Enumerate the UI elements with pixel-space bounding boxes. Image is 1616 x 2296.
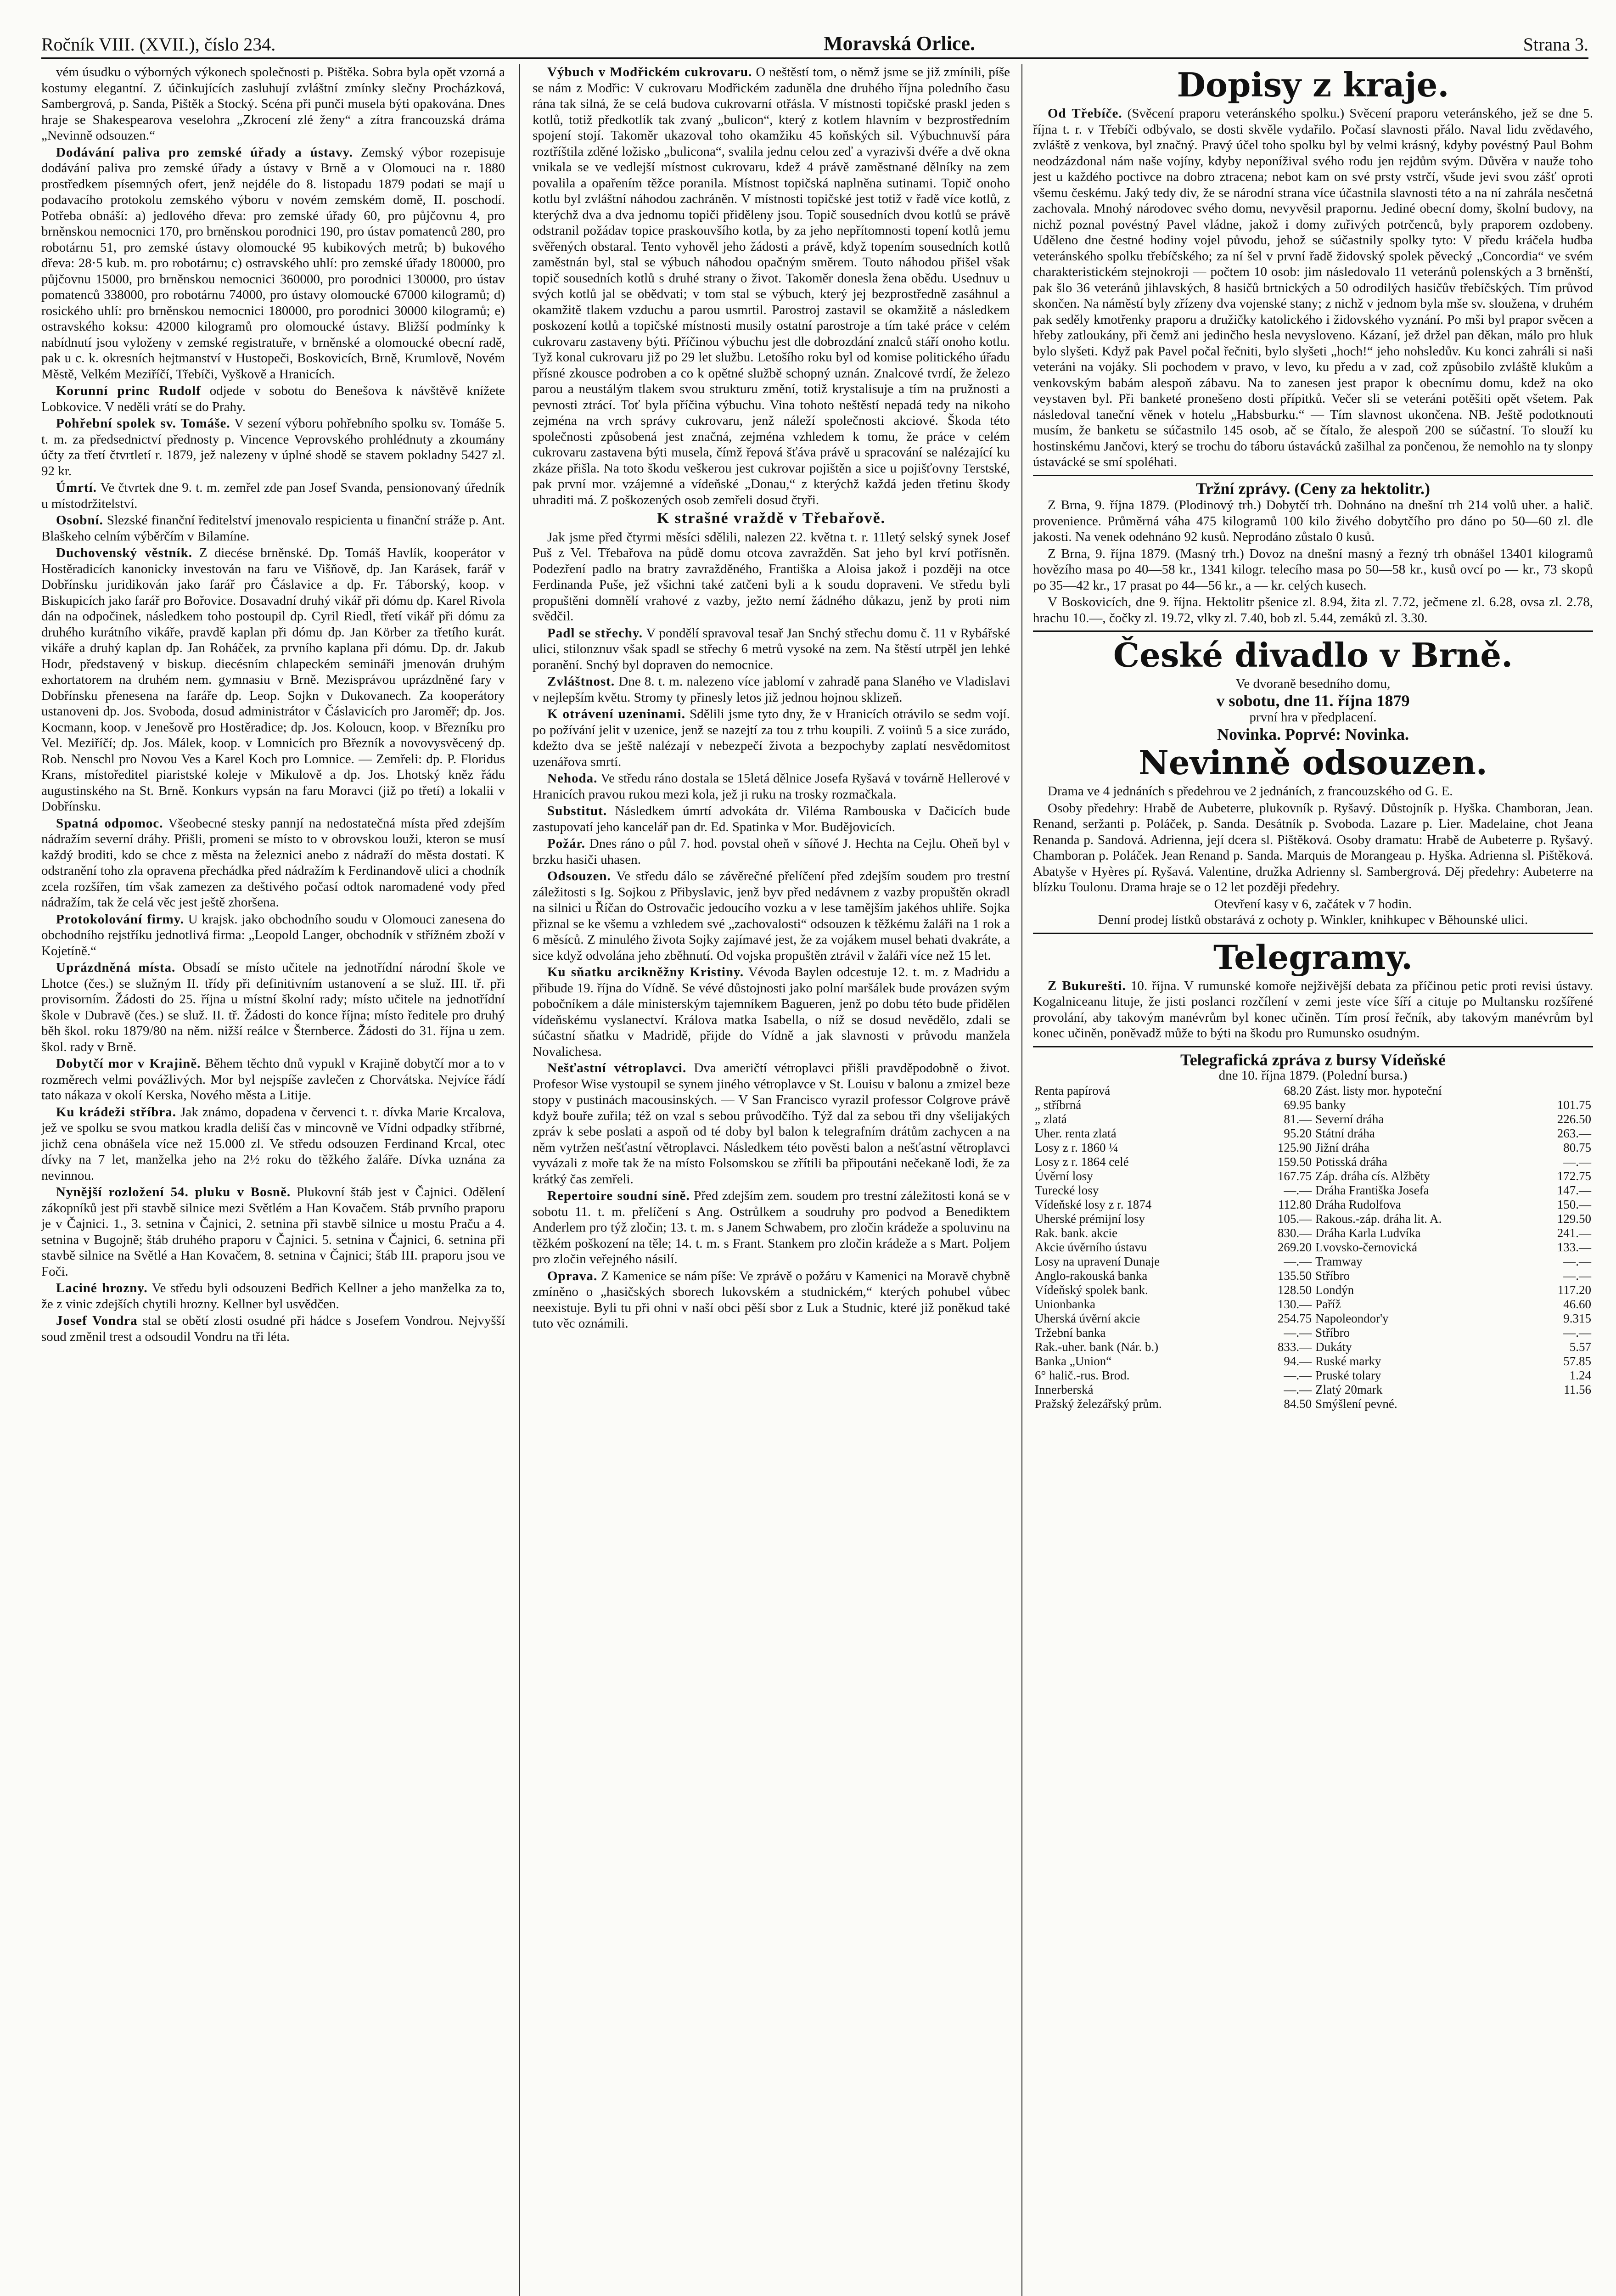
bourse-label: Stříbro xyxy=(1315,1325,1350,1339)
bourse-label: banky xyxy=(1315,1097,1346,1112)
article-text: Dva američtí vétroplavci přišli pravděpodobně o život. Profesor Wise vystoupil se synem jiného vétroplavce v St. Louisu v balonu a zmizel beze stopy v pustinách macousinských. — V San Francisco vyrazil professor Colgrove právě když bouře zuřila; též on vzal s sebou průvodčího. Týž dal za sebou tři dny všelijakých zpráv k sebe poslati a aspoň od té doby byl balon k telegrafním drátům zachycen a na něm vytržen nešťastní větroplavci. Následkem této pověsti balon a nešťastní větroplavci vyvázali z moře tak že na místo Folsomskou se zřítili ba připoutáni nečekaně lodi, že za krátký čas zemřeli. xyxy=(533,1061,1010,1187)
article-heading: Pohřební spolek sv. Tomáše. xyxy=(56,416,230,431)
article-text: Ve čtvrtek dne 9. t. m. zemřel zde pan Josef Svanda, pensionovaný úředník u místodržitelství. xyxy=(41,480,505,511)
article-paragraph xyxy=(41,416,505,479)
article-heading: Výbuch v Modřickém cukrovaru. xyxy=(547,65,752,79)
column-3 xyxy=(1033,64,1593,2296)
bourse-value: —.— xyxy=(1284,1254,1312,1268)
bourse-label: Tramway xyxy=(1315,1254,1363,1268)
bourse-row xyxy=(1033,1240,1593,1255)
bourse-value: 69.95 xyxy=(1284,1097,1312,1112)
centered-line: Ve dvoraně besedního domu, xyxy=(1235,676,1391,691)
bourse-row xyxy=(1033,1183,1593,1198)
article-paragraph xyxy=(41,545,505,815)
article-paragraph xyxy=(1033,546,1593,594)
section-subtitle: Tržní zprávy. (Ceny za hektolitr.) xyxy=(1196,479,1430,498)
bourse-row xyxy=(1033,1198,1593,1212)
article-text: Dnes ráno o půl 7. hod. povstal oheň v síňové J. Hechta na Cejlu. Oheň byl v brzku hasiči uhasen. xyxy=(533,836,1010,867)
article-heading: Z Bukurešti. xyxy=(1048,978,1126,993)
article-paragraph xyxy=(533,625,1010,673)
bourse-label: Dráha Františka Josefa xyxy=(1315,1183,1429,1197)
bourse-value: 833.— xyxy=(1277,1339,1312,1354)
bourse-label: Ruské marky xyxy=(1315,1354,1381,1368)
bourse-value: —.— xyxy=(1563,1254,1591,1268)
bourse-value: 135.50 xyxy=(1277,1268,1312,1283)
article-text: V Boskovicích, dne 9. října. Hektolitr pšenice zl. 8.94, žita zl. 7.72, ječmene zl. 6.28, ovsa zl. 2.78, hrachu 10.—, čočky zl. 19.72, vlky zl. 7.40, bob zl. 5.44, zemáků zl. 3.30. xyxy=(1033,595,1593,625)
bourse-value: 226.50 xyxy=(1557,1112,1591,1126)
section-title: České divadlo v Brně. xyxy=(1113,636,1513,675)
bourse-value: 269.20 xyxy=(1277,1240,1312,1254)
bourse-row xyxy=(1033,1141,1593,1155)
bourse-label: Rakous.-záp. dráha lit. A. xyxy=(1315,1211,1442,1226)
bourse-label: Lvovsko-černovická xyxy=(1315,1240,1418,1254)
bourse-label: Pruské tolary xyxy=(1315,1368,1381,1382)
bourse-label: Jižní dráha xyxy=(1315,1140,1369,1154)
centered-line: Otevření kasy v 6, začátek v 7 hodin. xyxy=(1214,896,1412,912)
bourse-label: Uherské prémijní losy xyxy=(1035,1211,1145,1226)
section-divider xyxy=(1033,1046,1593,1047)
bourse-value: —.— xyxy=(1284,1382,1312,1396)
article-heading: Duchovenský věstník. xyxy=(56,546,192,560)
article-text: U krajsk. jako obchodního soudu v Olomouci zanesena do obchodního rejstříku jednotlivá firma: „Leopold Langer, obchodník v střížném zboží v Kojetíně.“ xyxy=(41,912,505,958)
bourse-value xyxy=(1530,1084,1593,1098)
bourse-label: Losy z r. 1864 celé xyxy=(1035,1154,1129,1169)
bourse-value: 11.56 xyxy=(1564,1382,1591,1396)
bourse-row xyxy=(1033,1112,1593,1126)
bourse-row xyxy=(1033,1098,1593,1112)
bourse-value: 830.— xyxy=(1277,1226,1312,1240)
bourse-row xyxy=(1033,1311,1593,1326)
bourse-row xyxy=(1033,1297,1593,1311)
bourse-value: 95.20 xyxy=(1284,1126,1312,1140)
article-paragraph xyxy=(1033,106,1593,470)
bourse-label: Dráha Rudolfova xyxy=(1315,1197,1401,1211)
bourse-label: „ stříbrná xyxy=(1035,1097,1082,1112)
article-paragraph xyxy=(533,868,1010,963)
article-paragraph xyxy=(533,674,1010,705)
article-text: Sdělili jsme tyto dny, že v Hranicích otrávilo se sedm vojí. po požívání jelit v uzenice, jenž se nazejtí za tou z trhu koupili. Z voiinů 5 a sice zurádo, kdežto dva se ještě nalézají v nebezpečí života a bezpochyby zaplatí nesvědomitost uzenářova smrtí. xyxy=(533,707,1010,769)
bourse-value: 112.80 xyxy=(1278,1197,1312,1211)
bourse-value: 150.— xyxy=(1557,1197,1591,1211)
bourse-value: —.— xyxy=(1284,1183,1312,1197)
article-paragraph xyxy=(41,512,505,544)
bourse-value: 80.75 xyxy=(1563,1140,1591,1154)
bourse-value: —.— xyxy=(1563,1325,1591,1339)
bourse-row xyxy=(1033,1397,1593,1411)
bourse-row xyxy=(1033,1155,1593,1169)
bourse-row xyxy=(1033,1269,1593,1283)
article-text: odjede v sobotu do Benešova k návštěvě knížete Lobkovice. V neděli vrátí se do Prahy. xyxy=(41,383,505,414)
bourse-value: 68.20 xyxy=(1284,1083,1312,1097)
centered-line: Denní prodej lístků obstarává z ochoty p. Winkler, knihkupec v Běhounské ulici. xyxy=(1098,912,1528,927)
bourse-label: Severní dráha xyxy=(1315,1112,1384,1126)
bourse-value: 117.20 xyxy=(1557,1283,1591,1297)
bourse-label: Záp. dráha cís. Alžběty xyxy=(1315,1169,1430,1183)
bourse-label: Uherská úvěrní akcie xyxy=(1035,1311,1140,1325)
bourse-value: —.— xyxy=(1284,1368,1312,1382)
article-paragraph xyxy=(41,816,505,911)
bourse-value: 147.— xyxy=(1557,1183,1591,1197)
bourse-value: 81.— xyxy=(1284,1112,1312,1126)
article-heading: Požár. xyxy=(547,836,586,851)
article-paragraph xyxy=(533,1060,1010,1187)
column-divider xyxy=(1021,64,1022,2296)
article-heading: Nešťastní vétroplavci. xyxy=(547,1061,687,1075)
article-heading: Substitut. xyxy=(547,804,607,818)
bourse-label: Dráha Karla Ludvíka xyxy=(1315,1226,1421,1240)
article-heading: Osobní. xyxy=(56,513,103,528)
section-subtitle: v sobotu, dne 11. října 1879 xyxy=(1216,691,1410,710)
bourse-value: 129.50 xyxy=(1557,1211,1591,1226)
article-heading: Dobytčí mor v Krajině. xyxy=(56,1056,201,1071)
bourse-table xyxy=(1033,1084,1593,1411)
bourse-label: Zlatý 20mark xyxy=(1315,1382,1383,1396)
bourse-label: Vídeňské losy z r. 1874 xyxy=(1035,1197,1152,1211)
bourse-label: Tržební banka xyxy=(1035,1325,1106,1339)
centered-line: první hra v předplacení. xyxy=(1249,710,1377,725)
issue-info: Ročník VIII. (XVII.), číslo 234. xyxy=(41,34,276,55)
article-paragraph xyxy=(533,1268,1010,1332)
article-heading: Ku krádeži stříbra. xyxy=(56,1104,176,1120)
article-text: O neštěstí tom, o němž jsme se již zmínili, píše se nám z Modřic: V cukrovaru Modřickém zaduněla dne druhého října poledního času rána tak silná, že se celá budova cukrovarní otřásla. V místnosti topičské praskl jeden s kotlů, totiž předkotlík tak zvaný „bulicon“, který z kotlem hlavním v bezprostředním spojení stojí. Takoměr ukazoval toho okamžiku 45 koňských sil. Výbuchnuvší pára roztříštila zděné ložisko „bulicona“, svalila jednu celou zeď a vyrazivši dvéře a dvě okna vnikala se ve vedlejší místnost cukrovaru, kdež 4 právě zaměstnané dělníky na zem povalila a opařením těžce poranila. Místnost topičská naplněna sutinami. Topič onoho kotlu byl zvláštní náhodou zachráněn. V místnosti topičské jest totiž v řadě více kotlů, z kterýchž dva a dva jednomu topiči přiděleny jsou. Topič sousedních dvou kotlů se právě odstranil požádav topice praskouvšího kotla, by za jeho nepřítomnosti topení kotlů jemu svěřených obstaral. Tento vyhověl jeho žádosti a právě, když topením sousedních kotlů zaměstnán byl, stal se výbuch náhodou opačným směrem. Touto náhodou přišel však topič sousedních kotlů s druhé strany o život. Takoměr donesla žena obědu. Usednuv u svých kotlů jal se obědvati; v tom stal se výbuch, který jej bezprostředně zasáhnul a okamžitě tlakem vzduchu a parou usmrtil. Parostroj zastavil se okamžitě a následkem poskození kotlů a topičské místnosti musily ostatní parostroje a tím také práce v celém cukrovaru zastaveny býti. Příčinou výbuchu jest dle dobrozdání znalců stáří onoho kotlu. Tyž konal cukrovaru již po 29 let službu. Letošího roku byl od komise politického úřadu přísné zkousce podroben a co k opětné službě schopný uznán. Znalcové tvrdí, že železo parou a neustálým tlakem svou strukturu změní, totiž krystalisuje a tím na pružnosti a pevnosti ztrácí. Toť byla příčina výbuchu. Vina tohoto neštěstí nepadá tedy na nikoho zejména na vrch správy cukrovaru, jenž náleží společnosti akciové. Škoda této společnosti způsobená jest značná, zejména vzhledem k tomu, že práce v celém cukrovaru zastavena býti musela, čímž řepová šťáva právě u spracování se nalézající ku zkáze přišla. Na toto škodu veškerou jest cukrovar pojištěn a sice u pojišťovny Terstské, pak první mor. vzájemné a vídeňské „Donau,“ z kterýchž každá jeden třetinu škody uhraditi má. Z poškozených osob zemřeli dosud čtyři. xyxy=(533,65,1010,507)
article-paragraph xyxy=(533,1188,1010,1267)
bourse-label: Potisská dráha xyxy=(1315,1154,1387,1169)
article-text: Plukovní štáb jest v Čajnici. Odělení zákopníků jest při stavbě silnice mezi Světlém a Han Kovačem. Stáb prvního praporu je v Čajnici. 1., 3. setnina v Čajnici, 2. setnina při stavbě silnice u mostu Praču a 4. setnina v Bugojně; štáb druhého praporu v Čajnici. 5. setnina v Čajnici, 6. setnina při stavbě silnice na Světlé a Han Kovačem, 8. setnina v Čajnici; štáb III. praporu jsou ve Foči. xyxy=(41,1185,505,1279)
bourse-value: 94.— xyxy=(1284,1354,1312,1368)
article-paragraph xyxy=(1033,978,1593,1041)
bourse-label: Losy na upravení Dunaje xyxy=(1035,1254,1160,1268)
bourse-row xyxy=(1033,1212,1593,1226)
bourse-value: 9.315 xyxy=(1563,1311,1591,1325)
article-heading: Odsouzen. xyxy=(547,869,611,884)
article-paragraph xyxy=(41,145,505,383)
bourse-value: 84.50 xyxy=(1284,1396,1312,1411)
article-heading: Zvláštnost. xyxy=(547,674,615,689)
article-paragraph xyxy=(533,964,1010,1059)
article-heading: Nehoda. xyxy=(547,771,598,786)
article-paragraph xyxy=(533,803,1010,835)
article-text: stal se obětí zlosti osudné při hádce s Josefem Vondrou. Nejvyšší soud změnil trest a odsoudil Vondru na tři léta. xyxy=(41,1313,505,1344)
article-text: Obsadí se místo učitele na jednotřídní národní škole ve Lhotce (čes.) se služným II. třídy při definitivním ustanovení a se služ. III. tř. při provisorním. Žádosti do 25. října u místní školní rady; místo učitele na jednotřídní škole v Dubravě (čes.) se služ. II. tř. Žádosti do konce října; místo ředitele pro druhý běh škol. roku 1879/80 na něm. nižší reálce v Šternberce. Žádosti do 31. října u zem. škol. rady v Brně. xyxy=(41,960,505,1054)
article-text: Slezské finanční ředitelství jmenovalo respicienta u finanční stráže p. Ant. Blaškeho celním výběrčím v Bilamíne. xyxy=(41,513,505,544)
bourse-row xyxy=(1033,1354,1593,1368)
bourse-label: Vídeňský spolek bank. xyxy=(1035,1283,1148,1297)
article-text: Ve středu byli odsouzeni Bedřich Kellner a jeho manželka za to, že z vinic zdejších chytili hrozny. Kellner byl usvědčen. xyxy=(41,1281,505,1311)
article-text: Všeobecné stesky pannjí na nedostatečná místa před zdejším nádražím severní dráhy. Přišli, promeni se místo to v obrovskou louži, kteron se musí každý broditi, kdo se chce z města na železnici anebo z nádraží do města dostati. K odstranění toho zla opravena přechádka před nádražím k Ferdinandově ulici a chodník zcela rozšířen, tím však zamezen za deštivého počasí odtok naromadené vody před nádražím, tak že celá věc jest ještě zhoršena. xyxy=(41,816,505,910)
article-heading: K otrávení uzeninami. xyxy=(547,707,685,721)
section-divider xyxy=(1033,630,1593,632)
bourse-label: Renta papírová xyxy=(1035,1083,1111,1097)
newspaper-title: Moravská Orlice. xyxy=(824,32,975,55)
article-text: Ve středu dálo se závěrečné přelíčení před zdejším soudem pro trestní záležitosti s Ig. Sojkou z Přibyslavic, jenž byv před nedávnem z vazby propuštěn okradl na silnici u Říčan do Ostrovačic jedoucího vozku a v lese tamějším jakéhos uhliře. Sojka přiznal se ke všemu a vzhledem své „zachovalosti“ odsouzen k těžkému žaláři na 1 rok a 6 měsíců. Z minulého života Sojky zajímavé jest, že za vojákem musel behati dvakráte, a sice když odvolána jeho zběhnutí. Od vojska propuštěn ztrávil v žaláři více než 15 let. xyxy=(533,869,1010,963)
article-text: Z Brna, 9. října 1879. (Plodinový trh.) Dobytčí trh. Dohnáno na dnešní trh 214 volů uher. a halič. provenience. Průměrná váha 475 kilogramů 100 kilo živého dobytčího pro dáno po 50—60 zl. dle jakosti. Na venek odehnáno 92 kusů. Neprodáno zůstalo 0 kusů. xyxy=(1033,498,1593,544)
bourse-value: 128.50 xyxy=(1277,1283,1312,1297)
bourse-value: 125.90 xyxy=(1277,1140,1312,1154)
bourse-title: Telegrafická zpráva z bursy Vídeňské xyxy=(1180,1050,1446,1069)
bourse-label: Losy z r. 1860 ¼ xyxy=(1035,1140,1118,1154)
article-paragraph xyxy=(533,836,1010,867)
header-rule xyxy=(41,57,1588,59)
bourse-label: „ zlatá xyxy=(1035,1112,1067,1126)
article-heading: Dodávání paliva pro zemské úřady a ústavy. xyxy=(56,145,353,160)
article-paragraph xyxy=(533,706,1010,770)
article-text: Vévoda Baylen odcestuje 12. t. m. z Madridu a přibude 19. října do Vídně. Se vévé důstojnosti jako polní maršálek bude provázen svým pobočníkem a dále ministerským tajemníkem Bagueren, jenž po dobu této bude přidělen vídeňskému vyslanectví. Králova matka Isabella, o níž se dosud nevědělo, zdali se súčastní sňatku v Madridě, přijde do Vídně a jak slavnosti v průvodu manžela Novalichesa. xyxy=(533,965,1010,1059)
article-text: 10. října. V rumunské komoře nejživější debata za příčinou petic proti revisi ústavy. Kogalniceanu lituje, že jisti poslanci rozčílení v zemi jeste více šíří a cituje po Multansku rozšířené provolání, aby takovým manévrům byl konec učiněn. Tím prosí řečník, aby takovým manévrům byl konec učiněn, poněvadž může to býti na škodu pro Rumunsko osudným. xyxy=(1033,978,1593,1041)
bourse-row xyxy=(1033,1368,1593,1383)
bourse-row xyxy=(1033,1383,1593,1397)
bourse-value: —.— xyxy=(1563,1268,1591,1283)
bourse-label: Turecké losy xyxy=(1035,1183,1099,1197)
bourse-label: Napoleondor'y xyxy=(1315,1311,1389,1325)
column-2 xyxy=(533,64,1010,2296)
article-paragraph xyxy=(41,1280,505,1312)
bourse-label: Uher. renta zlatá xyxy=(1035,1126,1117,1140)
bourse-label: Státní dráha xyxy=(1315,1126,1375,1140)
bourse-value: 105.— xyxy=(1277,1211,1312,1226)
article-text: Před zdejším zem. soudem pro trestní záležitosti koná se v sobotu 11. t. m. přelíčení s Ang. Ostrůlkem a soudruhy pro podvod a Benediktem Anderlem pro týž zločin; 13. t. m. s Janem Schwabem, pro zločin krádeže a spoluvinu na těžkém poškození na těle; 14. t. m. s Frant. Stankem pro zločin krádeže a s Mart. Poljem pro zločin veřejného násilí. xyxy=(533,1188,1010,1266)
bourse-row xyxy=(1033,1226,1593,1240)
article-text: Drama ve 4 jednáních s předehrou ve 2 jednáních, z francouzského od G. E. xyxy=(1048,784,1453,799)
article-text: Dne 8. t. m. nalezeno více jablomí v zahradě pana Slaného ve Vladislavi v nejlepším květu. Stromy ty přinesly letos již jednou hojnou sklizeň. xyxy=(533,674,1010,705)
article-text: Následkem úmrtí advokáta dr. Viléma Rambouska v Dačicích bude zastupovatí jeho kancelář pan dr. Ed. Spatinka v Mor. Budějovicích. xyxy=(533,804,1010,834)
bourse-label: Londýn xyxy=(1315,1283,1354,1297)
article-heading: Oprava. xyxy=(547,1268,598,1283)
section-subtitle: Novinka. Poprvé: Novinka. xyxy=(1217,725,1409,743)
page-number: Strana 3. xyxy=(1523,34,1588,55)
section-divider xyxy=(1033,933,1593,934)
bourse-label: Pražský železářský prům. xyxy=(1035,1396,1162,1411)
article-paragraph xyxy=(533,64,1010,508)
article-heading: Spatná odpomoc. xyxy=(56,816,163,831)
bourse-label: Anglo-rakouská banka xyxy=(1035,1268,1148,1283)
article-paragraph xyxy=(533,529,1010,625)
article-paragraph xyxy=(533,771,1010,802)
bourse-label: Stříbro xyxy=(1315,1268,1350,1283)
article-heading: Padl se střechy. xyxy=(547,625,643,641)
bourse-value: 5.57 xyxy=(1569,1339,1591,1354)
bourse-row xyxy=(1033,1283,1593,1297)
bourse-value: 101.75 xyxy=(1557,1097,1591,1112)
article-paragraph xyxy=(41,1184,505,1279)
bourse-label: Banka „Union“ xyxy=(1035,1354,1112,1368)
article-paragraph xyxy=(1033,594,1593,626)
article-heading: Josef Vondra xyxy=(56,1313,138,1328)
article-paragraph xyxy=(41,64,505,144)
bourse-label: 6° halič.-rus. Brod. xyxy=(1035,1368,1130,1382)
article-heading: Korunní princ Rudolf xyxy=(56,383,201,398)
bourse-value: 1.24 xyxy=(1569,1368,1591,1382)
bourse-row xyxy=(1033,1255,1593,1269)
article-heading: Nynější rozložení 54. pluku v Bosně. xyxy=(56,1185,291,1199)
bourse-label: Rak. bank. akcie xyxy=(1035,1226,1117,1240)
article-text: Jak jsme před čtyrmi měsíci sdělili, nalezen 22. května t. r. 11letý selský synek Josef Puš z Vel. Třebařova na půdě domu otcova zavražděn. Sat jeho byl krví potřísněn. Podezření padlo na bratry zavražděného, Františka a Aloisa jakož i později na otce Ferdinanda Puše, jež všichni také zatčeni byli a k soudu dopraveni. Ve středu byli propuštěni domnělí vrahové z vazby, ježto nemí žádného důkazu, jenž by proti nim svědčil. xyxy=(533,529,1010,624)
article-text: Zemský výbor rozepisuje dodávání paliva pro zemské úřady a ústavy v Brně a v Olomouci na r. 1880 prostředkem písemných ofert, jenž nejdéle do 8. listopadu 1879 podati se mají u podavacího protokolu zemského výboru v novém zemském domě, II. poschodí. Potřeba obnáší: a) jedlového dřeva: pro zemské úřady 60, pro půjčovnu 4, pro brněnskou nemocnici 170, pro brněnskou porodnici 190, pro ústav pomatenců 280, pro robotárnu 51, pro zemské ústavy olomoucké 95 kubikových metrů; b) bukového dřeva: 28·5 kub. m. pro robotárnu; c) ostravského uhlí: pro zemské úřady 180000, pro půjčovnu 15000, pro brněnskou nemocnici 360000, pro porodnici 130000, pro ústav pomatenců 338000, pro robotárnu 74000, pro ústavy olomoucké 67000 kilogramů; d) rosického uhlí: pro brněnskou nemocnici 180000, pro porodnici 30000 kilogramů; e) ostravského koksu: 42000 kilogramů pro olomoucké ústavy. Bližší podmínky k nabídnutí jsou vyloženy v zemské registratuře, v brněnské a olomoucké obecní radě, pak u c. k. okresních hejtmanství v Hustopeči, Boskovicích, Brně, Krumlově, Novém Městě, Velkém Meziříčí, Třebíči, Vyškově a Hranicích. xyxy=(41,145,505,382)
bourse-value: 130.— xyxy=(1277,1297,1312,1311)
article-text: Z diecése brněnské. Dp. Tomáš Havlík, kooperátor v Hostěradicích kanonicky investován na faru ve Višňově, dp. Jan Karásek, farář v Dobřínsku juridikován jako farář pro Čáslavice a dp. Fr. Táborský, koop. v Biskupicích jako farář pro Bořovice. Dosavadní druhý vikář při dómu dp. Karel Rivola dán na odpočinek, následkem toho postoupil dp. Cyril Riedl, třetí vikář při dómu za druhého kurátního vikáře, pravdě kaplan při dómu dp. Jan Körber za třetího kurát. vikáře a druhý kaplan dp. Jan Roháček, za prvního kaplana při dómu. Dp. dr. Jakub Hodr, představený v biskup. diecésním chlapeckém semináři jmenován druhým exhortatorem na druhém nem. gymnasiu v Brně. Mezisprávou uprázdněné fary v Dobřínsku přenesena na faráře dp. Leop. Sojkn v Dukovanech. Za kooperátory ustanoveni dp. Jos. Svoboda, dosud administrátor v Čáslavicích pro Jaroměř; dp. Jos. Kocmann, koop. v Jenešově pro Hostěradice; dp. Jos. Koloucn, koop. v Březníku pro Vel. Meziříčí; dp. Jos. Málek, koop. v Lomnicích pro Březník a novovysvěcený dp. Rob. Nenschl pro Novou Ves a Karel Koch pro Lomnice. — Zemřeli: dp. P. Floridus Krans, místoředitel piaristské koleje v Mikulově a dp. Jos. Lhotský kněz řádu augustinského na St. Brně. Konkurs vypsán na faru Moravci (již po třetí) a lokalii v Dobřínsku. xyxy=(41,546,505,814)
article-heading: Ku sňatku arcikněžny Kristiny. xyxy=(547,965,744,979)
article-paragraph xyxy=(41,1104,505,1184)
article-heading: Repertoire soudní síně. xyxy=(547,1188,690,1203)
bourse-value xyxy=(1530,1397,1593,1411)
bourse-label: Zást. listy mor. hypoteční xyxy=(1315,1083,1442,1097)
article-text: Osoby předehry: Hrabě de Aubeterre, plukovník p. Ryšavý. Důstojník p. Hyška. Chamboran, Jean. Renand, seržanti p. Poláček, p. Sanda. Desátník p. Svoboda. Lazare p. Lier. Madelaine, chot Jeana Renanda p. Sandová. Adrienna, její dcera sl. Pištěková. Osoby dramatu: Hrabě de Aubeterre p. Ryšavý. Chamboran p. Poláček. Jean Renand p. Sanda. Marquis de Morangeau p. Hyška. Adrienna sl. Pištěková. Abatyše v Hyères pí. Ryšavá. Valentine, družka Adrienny sl. Sambergrová. Děj předehry: Aubeterre na blízku Toulonu. Drama hraje se o 12 let později předehry. xyxy=(1033,800,1593,895)
bourse-label: Paříž xyxy=(1315,1297,1341,1311)
bourse-row xyxy=(1033,1326,1593,1340)
article-text: Ve středu ráno dostala se 15letá dělnice Josefa Ryšavá v továrně Hellerové v Hranicích pravou rukou mezi kola, jež ji ruku na trosky rozmačkala. xyxy=(533,771,1010,802)
bourse-label: Unionbanka xyxy=(1035,1297,1095,1311)
section-title: Nevinně odsouzen. xyxy=(1139,743,1487,782)
article-text: vém úsudku o výborných výkonech společnosti p. Pištěka. Sobra byla opět vzorná a kostumy elegantní. Z účinkujících zasluhují zvláštní zmínky slečny Procházková, Sambergrová, p. Sanda, Pištěk a Stocký. Scéna při punči musela býti opakována. Dnes hraje se Shakespearova veselohra „Zkrocení zlé ženy“ a zítra francouzská dráma „Nevinně odsouzen.“ xyxy=(41,65,505,143)
article-heading-centered: K strašné vraždě v Třebařově. xyxy=(656,510,886,527)
article-text: V pondělí spravoval tesař Jan Snchý střechu domu č. 11 v Rybářské ulici, stilonznuv však spadl se střechy 6 metrů vysoké na zem. Na štěstí utrpěl jen lehké poranění. Snchý byl dopraven do nemocnice. xyxy=(533,625,1010,672)
article-text: Z Brna, 9. října 1879. (Masný trh.) Dovoz na dnešní masný a řezný trh obnášel 13401 kilogramů hovězího masa po 40—58 kr., 1341 kilogr. telecího masa po 50—58 kr., kusů ovcí po — kr., 73 skopů po 35—42 kr., 17 prasat po 44—56 kr., a — kr. celých kusech. xyxy=(1033,546,1593,593)
bourse-value: —.— xyxy=(1563,1154,1591,1169)
bourse-value: 172.75 xyxy=(1557,1169,1591,1183)
bourse-label: Akcie úvěrního ústavu xyxy=(1035,1240,1147,1254)
bourse-row xyxy=(1033,1340,1593,1354)
article-paragraph xyxy=(1033,783,1593,799)
bourse-label: Smýšlení pevné. xyxy=(1315,1396,1397,1411)
bourse-row xyxy=(1033,1169,1593,1183)
article-heading: Úmrtí. xyxy=(56,480,97,495)
bourse-label: Dukáty xyxy=(1315,1339,1352,1354)
column-divider xyxy=(519,64,520,2296)
article-paragraph xyxy=(1033,497,1593,545)
bourse-value: 167.75 xyxy=(1277,1169,1312,1183)
article-paragraph xyxy=(41,383,505,415)
article-paragraph xyxy=(41,1313,505,1345)
article-heading: Od Třebíče. xyxy=(1048,106,1122,121)
bourse-value: 57.85 xyxy=(1563,1354,1591,1368)
article-text: V sezení výboru pohřebního spolku sv. Tomáše 5. t. m. za předsednictví přednosty p. Vincence Veprovského prohlédnuty a zkoumány účty za třetí čtvrtletí r. 1879, jež nalezeny v úplné shodě se stavem pokladny 5427 zl. 92 kr. xyxy=(41,416,505,478)
article-paragraph xyxy=(41,960,505,1055)
article-paragraph xyxy=(41,1056,505,1103)
article-text: Z Kamenice se nám píše: Ve zprávě o požáru v Kamenici na Moravě chybně zmíněno o „hasičských sborech lukovském a studnickém,“ kterých pohubel vůbec neexistuje. Byli tu při ohni v naší obci pěší sbor z Luk a Studnic, které již poněkud také tuto věc oznámili. xyxy=(533,1268,1010,1331)
bourse-value: 254.75 xyxy=(1277,1311,1312,1325)
bourse-label: Úvěrní losy xyxy=(1035,1169,1093,1183)
section-divider xyxy=(1033,475,1593,476)
article-heading: Uprázdněná místa. xyxy=(56,960,176,975)
article-heading: Laciné hrozny. xyxy=(56,1281,148,1295)
bourse-row xyxy=(1033,1084,1593,1098)
bourse-value: 263.— xyxy=(1557,1126,1591,1140)
article-paragraph xyxy=(41,912,505,959)
article-text: Jak známo, dopadena v červenci t. r. dívka Marie Krcalova, jež ve spolku se svou matkou kradla deliší čas v mincovně ve Vídni odpadky stříbrné, jichž cena obnášela více než 15.000 zl. Ve středu odsouzen Ferdinand Krcal, otec dívky na 7 let, manželka jeho na 2½ roku do těžkého žaláře. Dívka uznána za nevinnou. xyxy=(41,1104,505,1183)
bourse-value: 133.— xyxy=(1557,1240,1591,1254)
masthead xyxy=(41,18,1588,55)
bourse-value: 159.50 xyxy=(1277,1154,1312,1169)
article-text: (Svěcení praporu veteránského spolku.) Svěcení praporu veteránského, jež se dne 5. října t. r. v Třebíči odbývalo, se dosti skvěle vydařilo. Počasí slavnosti přálo. Naval lidu zvědavého, zvláště z venkova, byl značný. Pravý účel toho spolku byl by velmi krásný, kdyby povéstný Paul Bohm neodzázdonal nám naše vojíny, kdyby neponížival svého rodu jen rejdům svým. Důvěra v nauže toho jest u každého poctivce na dobro ztracena; nebot kam on své prsty vstrčí, všude jevi svou zášť oproti všemu českému. Jaký tedy div, že se národní strana více účastnila slavnosti této a na ní zahrála nesčetná zachovala. Mnohý národovec svého domu, nevyvěsil prapornu. Jediné obecní domy, školní budovy, na nichž poznal povéstný Pavel vládne, jakož i domy zuřivých potrčenců, byly praporem ozdobeny. Uděleno dne čestné hodiny vojel původu, jehož se súčastnily spolky tyto: V předu kráčela hudba veteránského spolku třebíčského; za ní šel v první řadě židovský spolek pěvecký „Concordia“ ve svém charakteristickém stejnokroji — počtem 10 osob: jim následovalo 11 veteránů polenských a 3 brněnští, pak šlo 36 veteránů jihlavských, 8 hasičů brtnických a 50 odrodilých hasičův třebíčských. Tím průvod skončen. Na náměstí byly zřízeny dva vojenské stany; z nichž v jednom byla mše sv. sloužena, v druhém pak seděly kmotřenky praporu a družičky katolického i židovského vyznání. Po mši byl prapor svěcen a hřeby zatloukány, při čemž ani jedinčho hesla nevysloveno. Kázaní, jež držel pan děkan, málo pro hluk bylo slyšeti. Když pak Pavel počal řečniti, bylo slyšeti „hoch!“ jeho nohsledův. Ku konci zahráli si naši veteráni na vojáky. Sli pochodem v pravo, v levo, ku předu a v zad, což způsobilo zvláště klukům a venkovským babám alespoň zábavu. Na to zanesen jest prapor k obecnímu domu, kdež na oko veystaven byl. Při banketé pronešeno dosti přípitků. Večer sli se veteráni potěšiti opět všetem. Pak následoval taneční věnek v hotelu „Habsburku.“ — Tím slavnost ukončena. NB. Ještě podotknouti musím, že banketu se súčastnilo 145 osob, ač se čítalo, že alespoň 200 se súčastní. To slouží ku hostinskému Jančovi, který se trochu do táboru ústavácků zašilhal za pončenou, že nemohlo na ty slonpy ústavácké se smí spoléhati. xyxy=(1033,106,1593,469)
bourse-value: —.— xyxy=(1284,1325,1312,1339)
article-heading: Protokolování firmy. xyxy=(56,912,184,927)
bourse-value: 46.60 xyxy=(1563,1297,1591,1311)
bourse-row xyxy=(1033,1126,1593,1141)
section-title: Telegramy. xyxy=(1213,937,1413,977)
bourse-label: Innerberská xyxy=(1035,1382,1094,1396)
article-paragraph xyxy=(1033,800,1593,895)
bourse-value: 241.— xyxy=(1557,1226,1591,1240)
column-1 xyxy=(41,64,505,2296)
article-text: Během těchto dnů vypukl v Krajině dobytčí mor a to v rozměrech velmi povážlivých. Mor byl nejspíše zavlečen z Chorvátska. Nejvíce řádí tato nákaza v okolí Kerska, Nového města a Litije. xyxy=(41,1056,505,1103)
centered-line: dne 10. října 1879. (Polední bursa.) xyxy=(1218,1068,1408,1083)
article-paragraph xyxy=(41,480,505,512)
bourse-label: Rak.-uher. bank (Nár. b.) xyxy=(1035,1339,1159,1354)
section-title: Dopisy z kraje. xyxy=(1177,65,1449,104)
